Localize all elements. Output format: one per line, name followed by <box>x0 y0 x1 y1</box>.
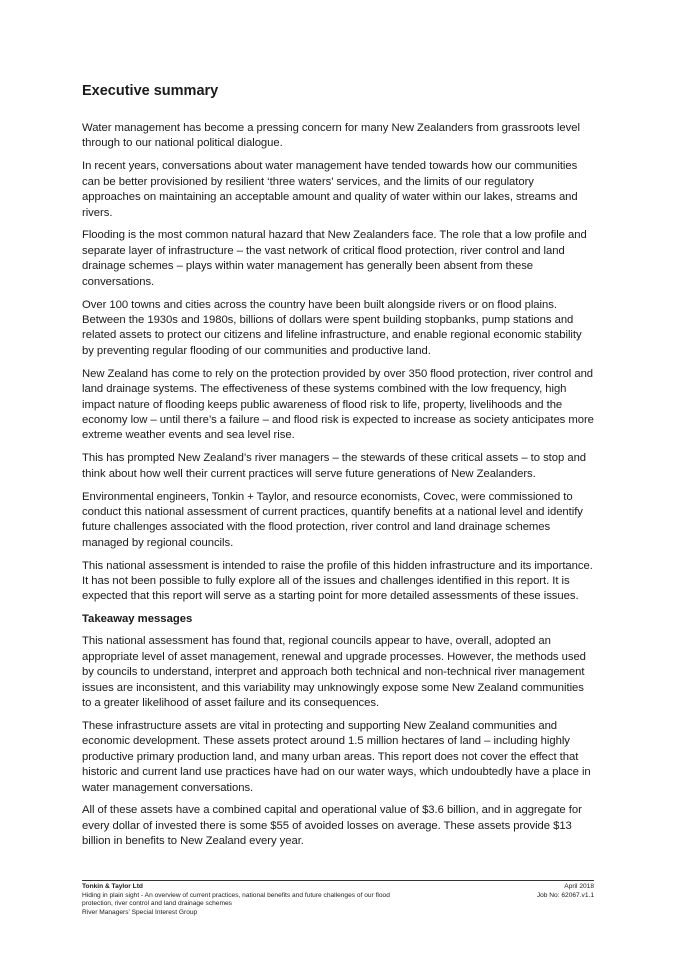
section-heading: Takeaway messages <box>82 613 193 626</box>
footer-client: River Managers’ Special Interest Group <box>82 908 198 916</box>
paragraph: This national assessment is intended to raise the profile of this hidden infrastructure and its importance. It has not been possible to fully explore all of the issues and challenges identified in this report. It is expected that this report will serve as a starting point for more detailed assessments of these issues. <box>82 559 593 603</box>
paragraph: Water management has become a pressing concern for many New Zealanders from grassroots level through to our national political dialogue. <box>82 122 580 150</box>
footer-right <box>484 883 594 900</box>
footer-job-number: Job No: 62067.v1.1 <box>536 891 594 899</box>
paragraph: Environmental engineers, Tonkin + Taylor, and resource economists, Covec, were commissioned to conduct this national assessment of current practices, quantify benefits at a national level and identify future challenges associated with the flood protection, river control and land drainage schemes managed by regional councils. <box>82 490 583 549</box>
footer-report-title-line1: Hiding in plain sight - An overview of current practices, national benefits and future challenges of our flood <box>82 891 390 899</box>
paragraph: New Zealand has come to rely on the protection provided by over 350 flood protection, river control and land drainage systems. The effectiveness of these systems combined with the low frequency, high impact nature of flooding keeps public awareness of flood risk to life, property, livelihoods and the economy low – until there’s a failure – and flood risk is expected to increase as society anticipates more extreme weather events and sea level rise. <box>82 367 594 442</box>
paragraph: Flooding is the most common natural hazard that New Zealanders face. The role that a low profile and separate layer of infrastructure – the vast network of critical flood protection, river control and land drainage schemes – plays within water management has generally been absent from these conversations. <box>82 229 587 288</box>
footer-company: Tonkin & Taylor Ltd <box>82 883 143 890</box>
footer-report-title-line2: protection, river control and land drainage schemes <box>82 900 232 908</box>
footer-left <box>82 883 442 917</box>
paragraph: In recent years, conversations about water management have tended towards how our communities can be better provisioned by resilient ‘three waters’ services, and the limits of our regulatory approaches on maintaining an acceptable amount and quality of water within our lakes, streams and rivers. <box>82 160 578 219</box>
paragraph: Over 100 towns and cities across the country have been built alongside rivers or on flood plains. Between the 1930s and 1980s, billions of dollars were spent building stopbanks, pump stations and related assets to protect our citizens and lifeline infrastructure, and enable regional economic stability by preventing regular flooding of our communities and productive land. <box>82 298 582 357</box>
paragraph: This has prompted New Zealand’s river managers – the stewards of these critical assets – to stop and think about how well their current practices will serve future generations of New Zealanders. <box>82 452 587 480</box>
page-title: Executive summary <box>82 83 219 99</box>
page-content <box>82 82 594 857</box>
footer-divider <box>82 880 594 881</box>
footer-date: April 2018 <box>564 883 594 890</box>
paragraph: All of these assets have a combined capital and operational value of $3.6 billion, and in aggregate for every dollar of invested there is some $55 of avoided losses on average. These assets provide $13 billion in benefits to New Zealand every year. <box>82 804 582 848</box>
paragraph: These infrastructure assets are vital in protecting and supporting New Zealand communities and economic development. These assets protect around 1.5 million hectares of land – including highly productive primary production land, and many urban areas. This report does not cover the effect that historic and current land use practices have had on our water ways, which undoubtedly have a place in water management conversations. <box>82 719 591 794</box>
paragraph: This national assessment has found that, regional councils appear to have, overall, adopted an appropriate level of asset management, renewal and upgrade processes. However, the methods used by councils to understand, interpret and approach both technical and non-technical river management issues are inconsistent, and this variability may unknowingly expose some New Zealand communities to a greater likelihood of asset failure and its consequences. <box>82 635 586 709</box>
